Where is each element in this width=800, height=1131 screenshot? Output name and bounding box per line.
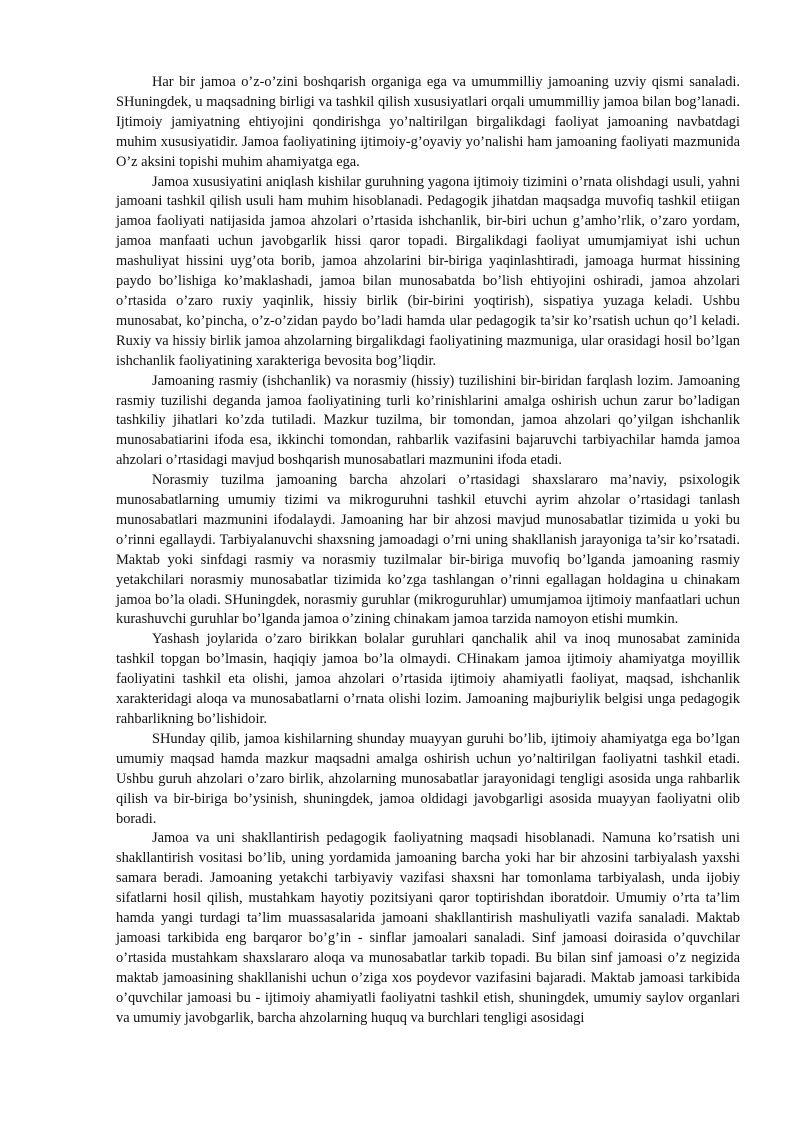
paragraph-5: Yashash joylarida o’zaro birikkan bolalar guruhlari qanchalik ahil va inoq munosabat zaminida tashkil topgan bo’lmasin, haqiqiy jamoa bo’la olmaydi. CHinakam jamoa ijtimoiy ahamiyatga moyillik faoliyatini tashkil eta olishi, jamoa ahzolari o’rtasida ijtimoiy ahamiyatli faoliyat, maqsad, ishchanlik xarakteridagi aloqa va munosabatlarni o’rnata olishi lozim. Jamoaning majburiylik belgisi unga pedagogik rahbarlikning bo’lishidoir. <box>116 631 740 727</box>
paragraph-4: Norasmiy tuzilma jamoaning barcha ahzolari o’rtasidagi shaxslararo ma’naviy, psixologik munosabatlarning umumiy tizimi va mikroguruhni tashkil etuvchi ayrim ahzolar o’rtasidagi tanlash munosabatlari mazmunini ifodalaydi. Jamoaning har bir ahzosi mavjud munosabatlar tizimida u yoki bu o’rinni egallaydi. Tarbiyalanuvchi shaxsning jamoadagi o’rni uning shakllanish jarayoniga ta’sir ko’rsatadi. Maktab yoki sinfdagi rasmiy va norasmiy tuzilmalar bir-biriga muvofiq bo’lganda jamoaning rasmiy yetakchilari norasmiy munosabatlar tizimida ko’zga tashlangan o’rinni egallagan holdagina u chinakam jamoa bo’la oladi. SHuningdek, norasmiy guruhlar (mikroguruhlar) umumjamoa ijtimoiy manfaatlari uchun kurashuvchi guruhlar bo’lganda jamoa o’zining chinakam jamoa tarzida namoyon etishi mumkin. <box>116 472 740 628</box>
document-page <box>116 73 740 1029</box>
paragraph-7: Jamoa va uni shakllantirish pedagogik faoliyatning maqsadi hisoblanadi. Namuna ko’rsatish uni shakllantirish vositasi bo’lib, uning yordamida jamoaning barcha yoki har bir ahzosini tarbiyalash yaxshi samara beradi. Jamoaning yetakchi tarbiyaviy vazifasi shaxsni har tomonlama tarbiyalash, unda ijobiy sifatlarni hosil qilish, mustahkam hayotiy pozitsiyani qaror toptirishdan iboratdoir. Umumiy o’rta ta’lim hamda yangi turdagi ta’lim muassasalarida jamoani shakllantirish mashuliyatli vazifa sanaladi. Maktab jamoasi tarkibida eng barqaror bo’g’in - sinflar jamoalari sanaladi. Sinf jamoasi doirasida o’quvchilar o’rtasida mustahkam shaxslararo aloqa va munosabatlar tarkib topadi. Bu bilan sinf jamoasi o’z negizida maktab jamoasining shakllanishi uchun o’ziga xos poydevor vazifasini bajaradi. Maktab jamoasi tarkibida o’quvchilar jamoasi bu - ijtimoiy ahamiyatli faoliyatni tashkil etish, shuningdek, umumiy saylov organlari va umumiy javobgarlik, barcha ahzolarning huquq va burchlari tengligi asosidagi <box>116 830 740 1026</box>
paragraph-2: Jamoa xususiyatini aniqlash kishilar guruhning yagona ijtimoiy tizimini o’rnata olishdagi usuli, yahni jamoani tashkil qilish usuli ham muhim hisoblanadi. Pedagogik jihatdan maqsadga muvofiq tashkil etiigan jamoa faoliyati natijasida jamoa ahzolari o’rtasida ishchanlik, bir-biri uchun g’amho’rlik, o’zaro yordam, jamoa manfaati uchun javobgarlik hissi qaror topadi. Birgalikdagi faoliyat umumjamiyat ishi uchun mashuliyat hissini uyg’ota borib, jamoa ahzolarini bir-biriga yaqinlashtiradi, jamoaga hurmat hissining paydo bo’lishiga ko’maklashadi, jamoa bilan munosabatda bo’lish ehtiyojini oshiradi, jamoa ahzolari o’rtasida o’zaro ruxiy yaqinlik, hissiy birlik (bir-birini yoqtirish), sispatiya yuzaga keladi. Ushbu munosabat, ko’pincha, o’z-o’zidan paydo bo’ladi hamda ular pedagogik ta’sir ko’rsatish uchun qo’l keladi. Ruxiy va hissiy birlik jamoa ahzolarning birgalikdagi faoliyatining mazmuniga, ular orasidagi hosil bo’lgan ishchanlik faoliyatining xarakteriga bevosita bog’liqdir. <box>116 173 740 369</box>
paragraph-1: Har bir jamoa o’z-o’zini boshqarish organiga ega va umummilliy jamoaning uzviy qismi sanaladi. SHuningdek, u maqsadning birligi va tashkil qilish xususiyatlari orqali umummilliy jamoa bilan bog’lanadi. Ijtimoiy jamiyatning ehtiyojini qondirishga yo’naltirilgan birgalikdagi faoliyat jamoaning navbatdagi muhim xususiyatidir. Jamoa faoliyatining ijtimoiy-g’oyaviy yo’nalishi ham jamoaning faoliyati mazmunida O’z aksini topishi muhim ahamiyatga ega. <box>116 74 740 170</box>
paragraph-6: SHunday qilib, jamoa kishilarning shunday muayyan guruhi bo’lib, ijtimoiy ahamiyatga ega bo’lgan umumiy maqsad hamda mazkur maqsadni amalga oshirish uchun yo’naltirilgan faoliyatni tashkil etadi. Ushbu guruh ahzolari o’zaro birlik, ahzolarning munosabatlar jarayonidagi tengligi asosida unga rahbarlik qilish va bir-biriga bo’ysinish, shuningdek, jamoa oldidagi javobgarligi asosida muayyan faoliyatni olib boradi. <box>116 730 740 827</box>
paragraph-3: Jamoaning rasmiy (ishchanlik) va norasmiy (hissiy) tuzilishini bir-biridan farqlash lozim. Jamoaning rasmiy tuzilishi deganda jamoa faoliyatining turli ko’rinishlarini amalga oshirish uchun zarur bo’ladigan tashkiliy jihatlari ko’zda tutiladi. Mazkur tuzilma, bir tomondan, jamoa ahzolari qo’yilgan ishchanlik munosabatiarini ifoda esa, ikkinchi tomondan, rahbarlik vazifasini bajaruvchi tarbiyachilar hamda jamoa ahzolari o’rtasidagi mavjud boshqarish munosabatlari mazmunini ifoda etadi. <box>116 372 740 469</box>
